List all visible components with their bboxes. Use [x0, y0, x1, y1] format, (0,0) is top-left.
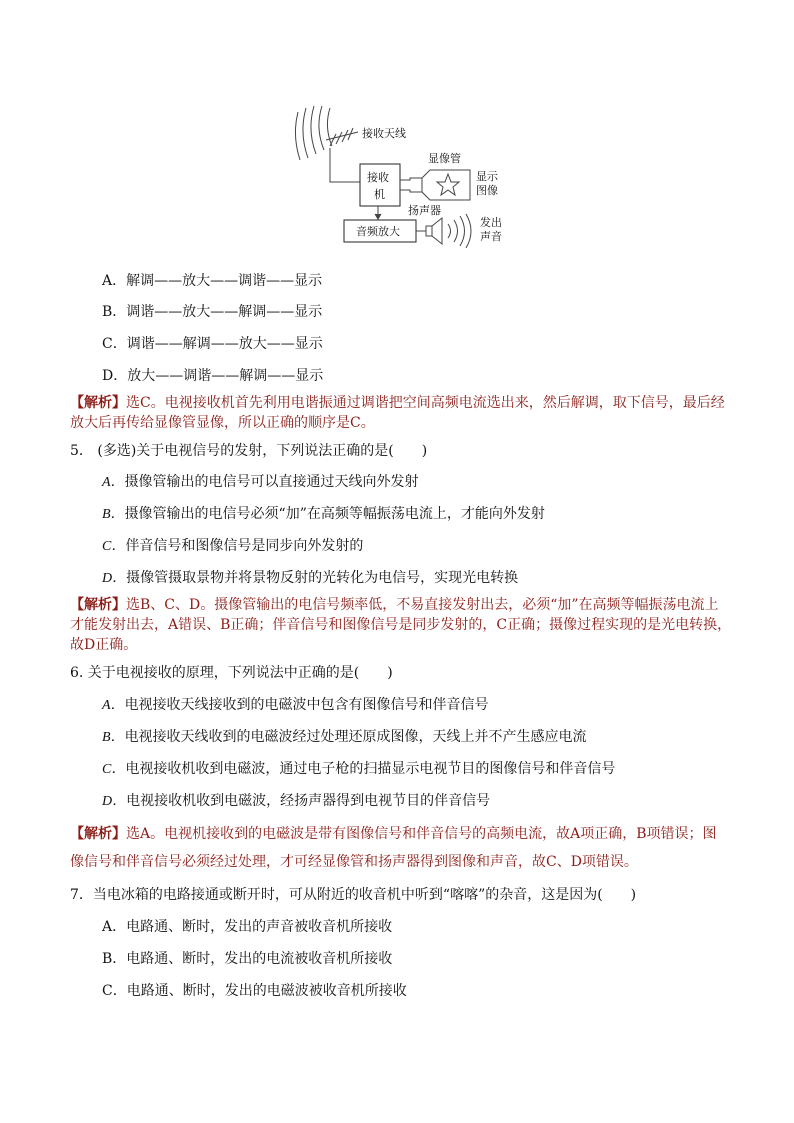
tube-label: 显像管 — [428, 152, 461, 165]
sound-label-1: 发出 — [480, 216, 502, 229]
receiver-label-2: 机 — [374, 188, 385, 201]
speaker-label: 扬声器 — [408, 204, 441, 217]
q4-option-a: A．解调——放大——调谐——显示 — [102, 273, 323, 289]
incoming-waves — [295, 106, 332, 160]
antenna-label: 接收天线 — [362, 127, 406, 140]
q7-option-b: B．电路通、断时，发出的电流被收音机所接收 — [102, 951, 393, 967]
q7-stem: 7．当电冰箱的电路接通或断开时，可从附近的收音机中听到“喀喀”的杂音，这是因为( ) — [70, 887, 637, 903]
q6-option-d: D．电视接收机收到电磁波，经扬声器得到电视节目的伴音信号 — [102, 793, 491, 809]
analysis-tag: 【解析】 — [70, 597, 126, 613]
receiver-label-1: 接收 — [367, 171, 389, 184]
q6-analysis-line-2: 像信号和伴音信号必须经过处理，才可经显像管和扬声器得到图像和声音，故C、D项错误。 — [70, 854, 638, 870]
q4-option-b: B．调谐——放大——解调——显示 — [102, 304, 323, 320]
tv-receiver-diagram — [290, 100, 510, 250]
q5-analysis-line-2: 才能发射出去，A错误、B正确；伴音信号和图像信号是同步发射的，C正确；摄像过程实现的是光电转换， — [70, 617, 732, 633]
q5-stem: 5． (多选)关于电视信号的发射，下列说法正确的是( ) — [70, 443, 428, 459]
amp-label: 音频放大 — [356, 225, 400, 238]
q6-option-a: A．电视接收天线接收到的电磁波中包含有图像信号和伴音信号 — [102, 697, 489, 713]
q5-option-c: C．伴音信号和图像信号是同步向外发射的 — [102, 538, 364, 554]
q6-option-c: C．电视接收机收到电磁波，通过电子枪的扫描显示电视节目的图像信号和伴音信号 — [102, 761, 616, 777]
q6-analysis-line-1: 【解析】选A。电视机接收到的电磁波是带有图像信号和伴音信号的高频电流，故A项正确，B项错误；图 — [70, 826, 717, 842]
q7-option-c: C．电路通、断时，发出的电磁波被收音机所接收 — [102, 983, 407, 999]
q4-option-d: D．放大——调谐——解调——显示 — [102, 368, 324, 384]
q5-analysis-line-3: 故D正确。 — [70, 637, 138, 653]
q5-option-b: B．摄像管输出的电信号必须“加”在高频等幅振荡电流上，才能向外发射 — [102, 506, 545, 522]
q6-stem: 6. 关于电视接收的原理，下列说法中正确的是( ) — [70, 665, 393, 681]
q4-analysis-line-2: 放大后再传给显像管显像，所以正确的顺序是C。 — [70, 415, 375, 431]
speaker-icon — [426, 218, 442, 244]
q5-analysis-line-1: 【解析】选B、C、D。摄像管输出的电信号频率低，不易直接发射出去，必须“加”在高频等幅振荡电流上 — [70, 597, 719, 613]
analysis-tag: 【解析】 — [70, 826, 126, 842]
display-label-1: 显示 — [476, 170, 498, 183]
antenna-icon — [326, 128, 358, 146]
sound-waves — [448, 214, 471, 248]
star-icon — [437, 174, 459, 195]
sound-label-2: 声音 — [480, 230, 502, 243]
analysis-tag: 【解析】 — [70, 395, 126, 411]
q5-option-a: A．摄像管输出的电信号可以直接通过天线向外发射 — [102, 474, 419, 490]
picture-tube — [422, 170, 470, 200]
q5-option-d: D．摄像管摄取景物并将景物反射的光转化为电信号，实现光电转换 — [102, 570, 519, 586]
q4-analysis-line-1: 【解析】选C。电视接收机首先利用电谐振通过调谐把空间高频电流选出来，然后解调，取下信号，最后经 — [70, 395, 725, 411]
q7-option-a: A．电路通、断时，发出的声音被收音机所接收 — [102, 919, 393, 935]
display-label-2: 图像 — [476, 184, 498, 197]
q4-option-c: C．调谐——解调——放大——显示 — [102, 336, 323, 352]
q6-option-b: B．电视接收天线收到的电磁波经过处理还原成图像，天线上并不产生感应电流 — [102, 729, 587, 745]
